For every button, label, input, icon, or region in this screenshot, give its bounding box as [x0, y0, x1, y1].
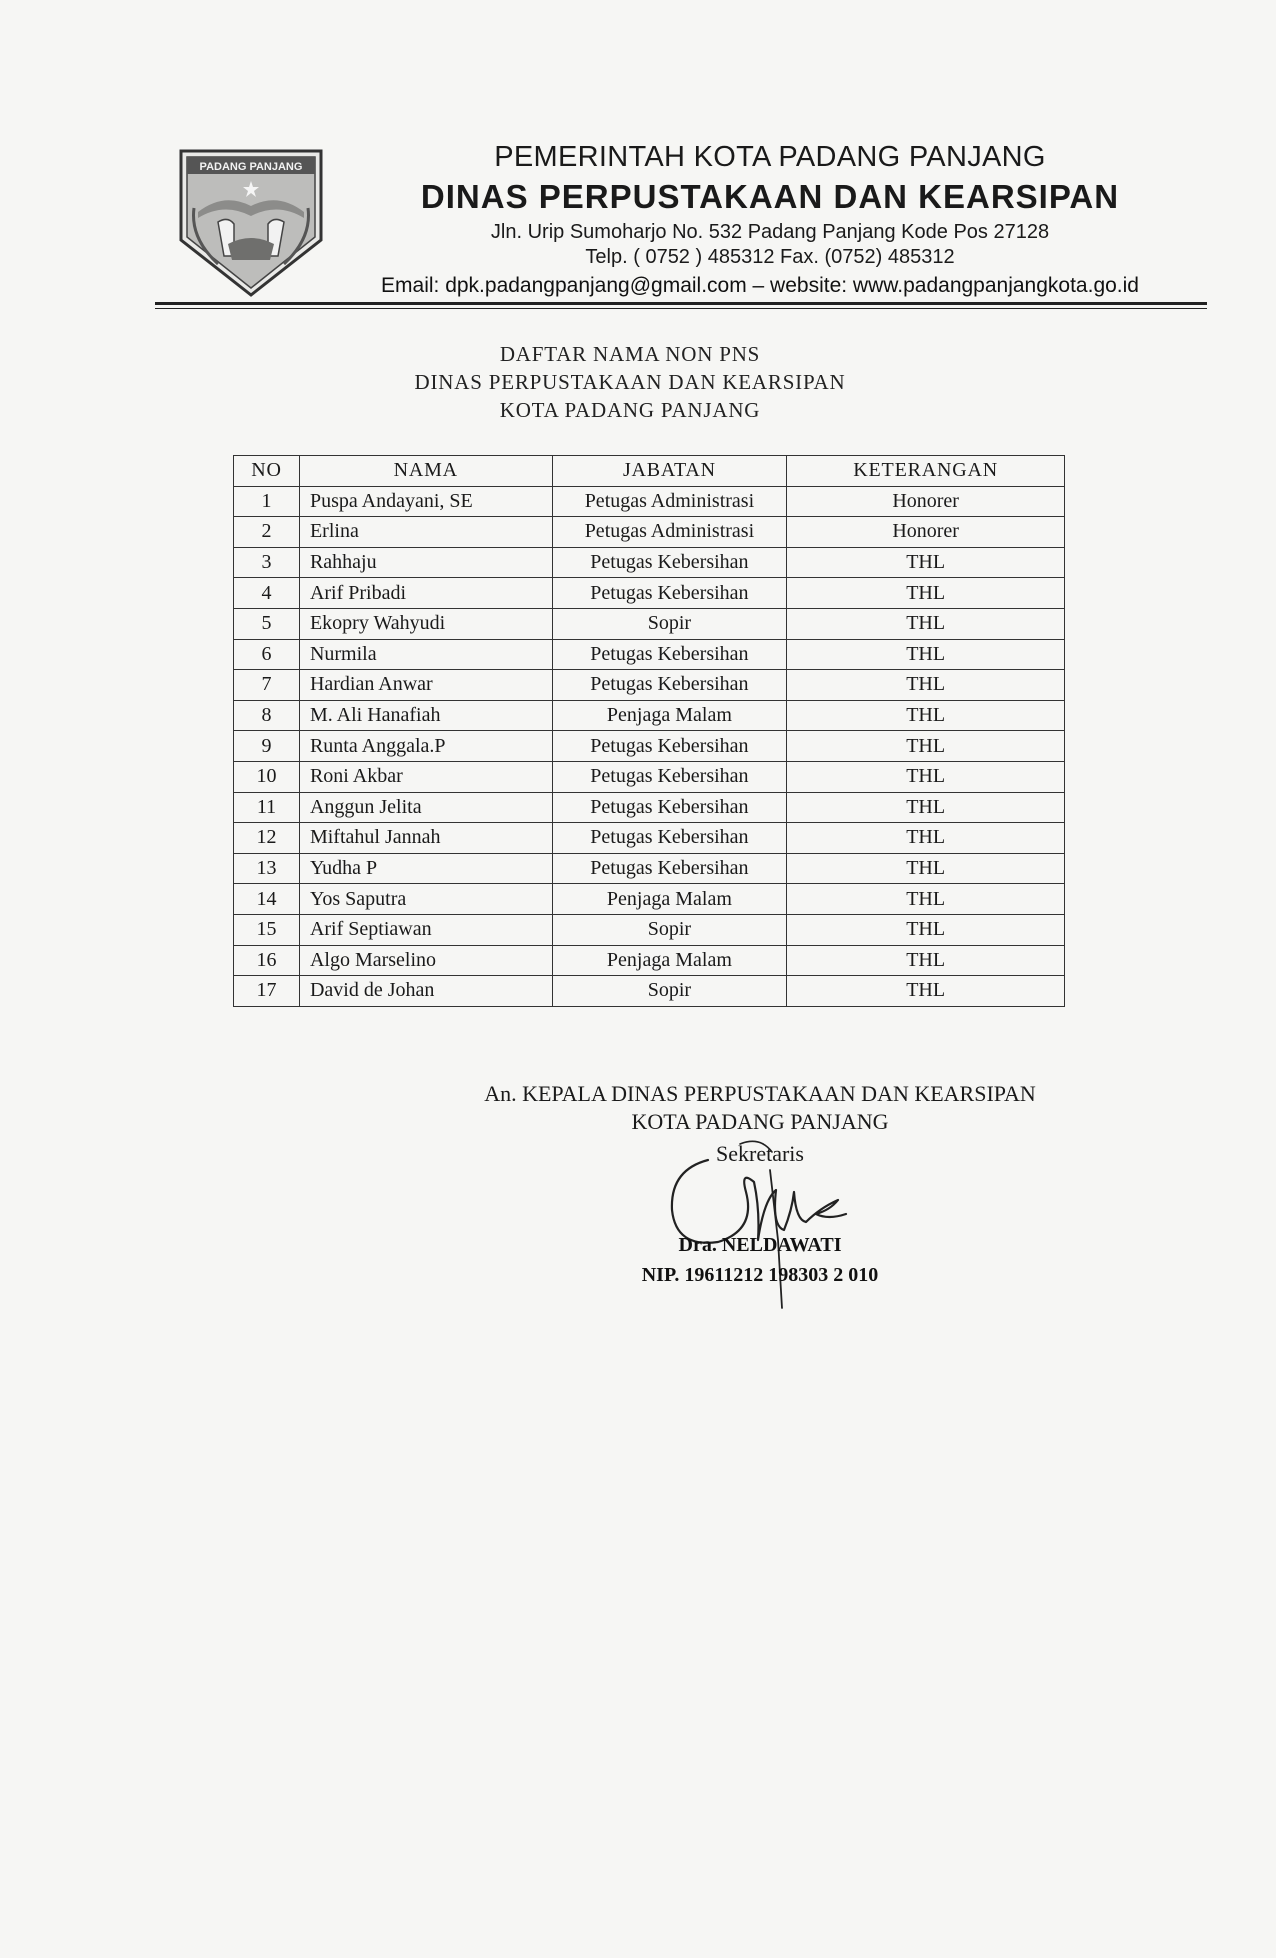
letterhead [340, 140, 1200, 270]
cell-no: 12 [234, 823, 300, 854]
table-row [234, 578, 1065, 609]
table-row [234, 547, 1065, 578]
cell-jabatan: Petugas Kebersihan [552, 792, 787, 823]
cell-jabatan: Petugas Kebersihan [552, 853, 787, 884]
cell-nama: Yudha P [299, 853, 552, 884]
cell-no: 2 [234, 517, 300, 548]
cell-no: 17 [234, 976, 300, 1007]
cell-jabatan: Petugas Kebersihan [552, 670, 787, 701]
table-row [234, 761, 1065, 792]
cell-nama: Erlina [299, 517, 552, 548]
table-row [234, 976, 1065, 1007]
cell-keterangan: THL [787, 792, 1065, 823]
cell-keterangan: THL [787, 884, 1065, 915]
table-header-row [234, 456, 1065, 487]
table-row [234, 517, 1065, 548]
cell-nama: Roni Akbar [299, 761, 552, 792]
cell-jabatan: Penjaga Malam [552, 884, 787, 915]
cell-nama: David de Johan [299, 976, 552, 1007]
email-website: Email: dpk.padangpanjang@gmail.com – website: www.padangpanjangkota.go.id [381, 274, 1139, 297]
cell-nama: Ekopry Wahyudi [299, 608, 552, 639]
staff-table [233, 455, 1065, 1007]
cell-jabatan: Penjaga Malam [552, 945, 787, 976]
cell-keterangan: THL [787, 547, 1065, 578]
table-row [234, 823, 1065, 854]
office-address: Jln. Urip Sumoharjo No. 532 Padang Panjang Kode Pos 27128 [490, 221, 1050, 243]
table-row [234, 731, 1065, 762]
cell-no: 7 [234, 670, 300, 701]
table-body [234, 486, 1065, 1006]
cell-jabatan: Petugas Administrasi [552, 486, 787, 517]
cell-jabatan: Petugas Kebersihan [552, 547, 787, 578]
cell-nama: Arif Septiawan [299, 914, 552, 945]
logo-lettering: PADANG PANJANG [199, 161, 303, 173]
signatory-role: Sekretaris [716, 1141, 804, 1166]
title-line-1: DAFTAR NAMA NON PNS [499, 342, 761, 366]
cell-jabatan: Petugas Kebersihan [552, 639, 787, 670]
cell-keterangan: THL [787, 945, 1065, 976]
cell-keterangan: THL [787, 639, 1065, 670]
cell-keterangan: THL [787, 700, 1065, 731]
title-line-2: DINAS PERPUSTAKAAN DAN KEARSIPAN [414, 370, 846, 394]
table-row [234, 639, 1065, 670]
cell-jabatan: Petugas Administrasi [552, 517, 787, 548]
signatory-title: An. KEPALA DINAS PERPUSTAKAAN DAN KEARSIPAN [484, 1081, 1036, 1106]
cell-keterangan: THL [787, 976, 1065, 1007]
cell-nama: Yos Saputra [299, 884, 552, 915]
signatory-name: Dra. NELDAWATI [678, 1234, 842, 1256]
cell-nama: M. Ali Hanafiah [299, 700, 552, 731]
signatory-nip: NIP. 19611212 198303 2 010 [641, 1264, 879, 1286]
cell-no: 14 [234, 884, 300, 915]
letterhead-rule-thick [155, 302, 1207, 305]
cell-no: 6 [234, 639, 300, 670]
cell-no: 4 [234, 578, 300, 609]
cell-nama: Arif Pribadi [299, 578, 552, 609]
cell-keterangan: THL [787, 608, 1065, 639]
table-row [234, 914, 1065, 945]
cell-nama: Hardian Anwar [299, 670, 552, 701]
table-row [234, 670, 1065, 701]
header-keterangan: KETERANGAN [787, 456, 1065, 487]
cell-keterangan: THL [787, 823, 1065, 854]
header-jabatan: JABATAN [552, 456, 787, 487]
government-name: PEMERINTAH KOTA PADANG PANJANG [494, 141, 1046, 173]
cell-jabatan: Sopir [552, 976, 787, 1007]
table-row [234, 792, 1065, 823]
phone-fax: Telp. ( 0752 ) 485312 Fax. (0752) 485312 [585, 246, 955, 268]
cell-no: 8 [234, 700, 300, 731]
cell-jabatan: Petugas Kebersihan [552, 823, 787, 854]
table-row [234, 700, 1065, 731]
cell-no: 15 [234, 914, 300, 945]
cell-no: 9 [234, 731, 300, 762]
cell-no: 10 [234, 761, 300, 792]
cell-keterangan: THL [787, 853, 1065, 884]
cell-nama: Nurmila [299, 639, 552, 670]
table-row [234, 884, 1065, 915]
cell-jabatan: Petugas Kebersihan [552, 761, 787, 792]
letterhead-rule-thin [155, 308, 1207, 309]
cell-jabatan: Sopir [552, 914, 787, 945]
cell-nama: Anggun Jelita [299, 792, 552, 823]
cell-nama: Rahhaju [299, 547, 552, 578]
header-nama: NAMA [299, 456, 552, 487]
cell-no: 1 [234, 486, 300, 517]
cell-jabatan: Petugas Kebersihan [552, 731, 787, 762]
cell-keterangan: THL [787, 731, 1065, 762]
signatory-city: KOTA PADANG PANJANG [631, 1109, 889, 1134]
cell-keterangan: Honorer [787, 517, 1065, 548]
cell-jabatan: Penjaga Malam [552, 700, 787, 731]
cell-nama: Miftahul Jannah [299, 823, 552, 854]
cell-keterangan: THL [787, 761, 1065, 792]
table-row [234, 945, 1065, 976]
cell-nama: Algo Marselino [299, 945, 552, 976]
cell-no: 5 [234, 608, 300, 639]
cell-keterangan: Honorer [787, 486, 1065, 517]
cell-jabatan: Sopir [552, 608, 787, 639]
cell-no: 3 [234, 547, 300, 578]
table-row [234, 608, 1065, 639]
table-row [234, 486, 1065, 517]
cell-jabatan: Petugas Kebersihan [552, 578, 787, 609]
department-name: DINAS PERPUSTAKAAN DAN KEARSIPAN [420, 178, 1120, 215]
header-no: NO [234, 456, 300, 487]
cell-no: 13 [234, 853, 300, 884]
table-row [234, 853, 1065, 884]
cell-keterangan: THL [787, 578, 1065, 609]
cell-no: 16 [234, 945, 300, 976]
cell-keterangan: THL [787, 670, 1065, 701]
document-title [300, 340, 960, 424]
cell-no: 11 [234, 792, 300, 823]
cell-nama: Runta Anggala.P [299, 731, 552, 762]
cell-keterangan: THL [787, 914, 1065, 945]
cell-nama: Puspa Andayani, SE [299, 486, 552, 517]
title-line-3: KOTA PADANG PANJANG [499, 398, 761, 422]
